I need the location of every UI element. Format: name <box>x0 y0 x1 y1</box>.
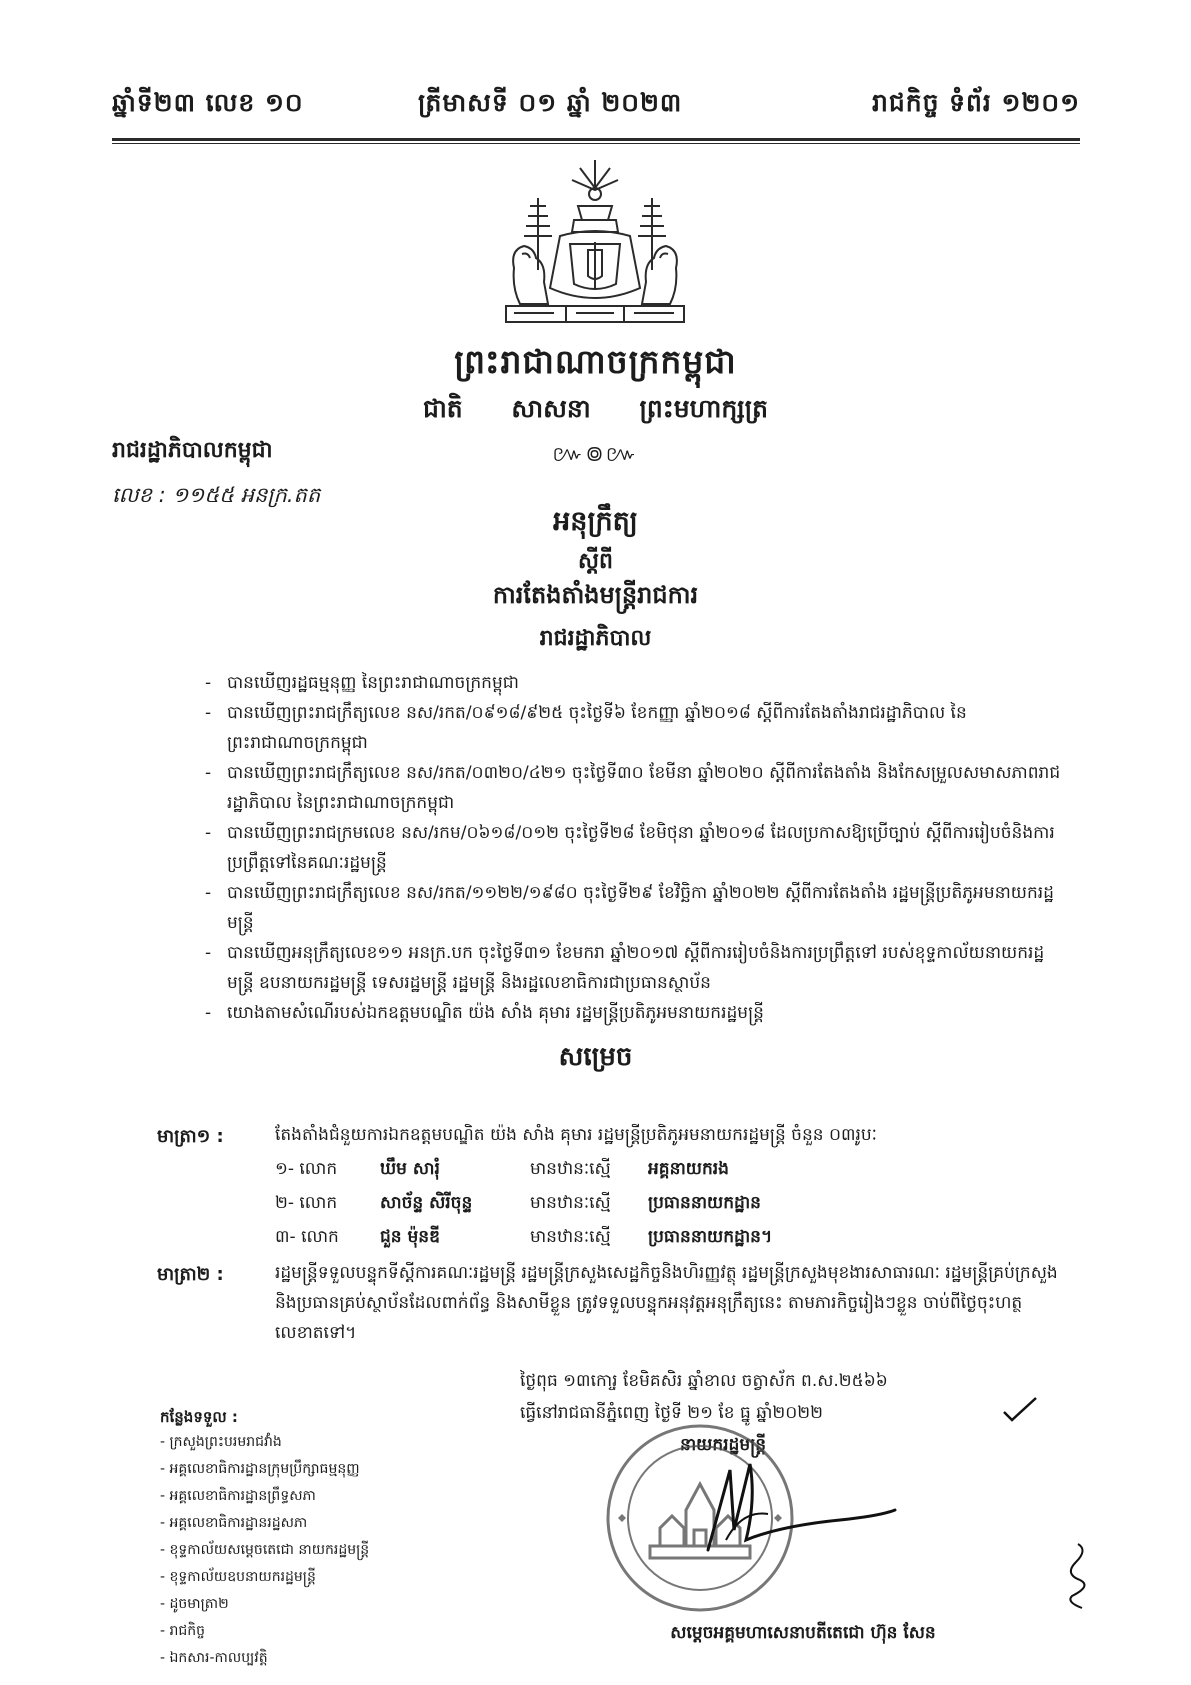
header-page: រាជកិច្ច ទំព័រ ១២០១ <box>871 88 1080 117</box>
motto-king: ព្រះមហាក្សត្រ <box>639 394 769 423</box>
handwritten-checkmark <box>1000 1396 1040 1422</box>
visa-text: យោងតាមសំណើរបស់ឯកឧត្តមបណ្ឌិត យ៉ង សាំង គុមារ រដ្ឋមន្ត្រីប្រតិភូអមនាយករដ្ឋមន្ត្រី <box>227 1003 764 1023</box>
recipient-text: - ដូចមាត្រា២ <box>160 1596 229 1612</box>
dash-marker: - <box>205 763 212 783</box>
prime-minister-signature <box>690 1440 900 1580</box>
recipient-item <box>160 1459 360 1480</box>
header-issue: ឆ្នាំទី២៣ លេខ ១០ <box>112 88 304 117</box>
signer-name: សម្តេចអគ្គមហាសេនាបតីតេជោ ហ៊ុន សែន <box>670 1623 936 1643</box>
header-rule-thin <box>112 143 1080 144</box>
recipient-item <box>160 1648 268 1669</box>
appointee-number: ១- លោក <box>275 1159 338 1179</box>
visa-text: បានឃើញអនុក្រឹត្យលេខ១១ អនក្រ.បក ចុះថ្ងៃទី៣១ ខែមករា ឆ្នាំ២០១៧ ស្តីពីការរៀបចំនិងការប្រព្រឹត្តទៅ របស់ខុទ្ទកាល័យនាយករដ្ឋមន្ត្រី ឧបនាយករដ្ឋមន្ត្រី ទេសរដ្ឋមន្ត្រី រដ្ឋមន្ត្រី និងរដ្ឋលេខាធិការជាប្រធានស្ថាប័ន <box>227 943 1045 993</box>
lunar-date: ថ្ងៃពុធ ១៣កោរ្ច ខែមិគសិរ ឆ្នាំខាល ចត្វាស័ក ព.ស.២៥៦៦ <box>520 1371 888 1391</box>
header-quarter: ត្រីមាសទី ០១ ឆ្នាំ ២០២៣ <box>418 88 683 117</box>
recipient-item <box>160 1432 282 1453</box>
dash-marker: - <box>205 823 212 843</box>
article-1-label: មាត្រា១ : <box>157 1126 224 1147</box>
appointee-row <box>275 1192 337 1217</box>
recipient-text: - ខុទ្ទកាល័យឧបនាយករដ្ឋមន្ត្រី <box>160 1569 316 1585</box>
signer-title: នាយករដ្ឋមន្ត្រី <box>680 1435 766 1455</box>
recipient-text: - អគ្គលេខាធិការដ្ឋានក្រុមប្រឹក្សាធម្មនុញ្ញ <box>160 1461 360 1477</box>
visa-item <box>205 878 1065 938</box>
dash-marker: - <box>205 883 212 903</box>
visa-item <box>205 818 1065 878</box>
article-2-label: មាត្រា២ : <box>157 1264 224 1285</box>
visa-text: បានឃើញព្រះរាជក្រឹត្យលេខ នស/រកត/០៣២០/៤២១ ចុះថ្ងៃទី៣០ ខែមីនា ឆ្នាំ២០២០ ស្តីពីការតែងតាំង និងកែសម្រួលសមាសភាពរាជរដ្ឋាភិបាល នៃព្រះរាជាណាចក្រកម្ពុជា <box>227 763 1061 813</box>
handwritten-initials <box>1058 1540 1098 1612</box>
appointee-name: ជួន ម៉ុនឌី <box>380 1227 440 1247</box>
recipient-item <box>160 1621 205 1642</box>
motto-nation: ជាតិ <box>422 394 463 423</box>
recipient-item <box>160 1513 307 1534</box>
recipient-text: - ឯកសារ-កាលប្បវត្តិ <box>160 1650 268 1666</box>
visa-item <box>205 668 1065 698</box>
appointee-name: សាច័ន្ទ សិរីចុន្ទ <box>380 1193 473 1213</box>
place-and-date: ធ្វើនៅរាជធានីភ្នំពេញ ថ្ងៃទី ២១ ខែ ធ្នូ ឆ្នាំ២០២២ <box>520 1403 824 1423</box>
recipient-item <box>160 1567 316 1588</box>
recipient-text: - អគ្គលេខាធិការដ្ឋានរដ្ឋសភា <box>160 1515 308 1531</box>
dash-marker: - <box>205 943 212 963</box>
appointee-position: អគ្គនាយករង <box>648 1159 729 1179</box>
visa-item <box>205 998 1065 1028</box>
recipient-text: - ខុទ្ទកាល័យសម្តេចតេជោ នាយករដ្ឋមន្ត្រី <box>160 1542 370 1558</box>
royal-coat-of-arms-emblem <box>500 158 690 328</box>
document-subject: ការតែងតាំងមន្ត្រីរាជការ <box>492 581 699 609</box>
recipient-text: - អគ្គលេខាធិការដ្ឋានព្រឹទ្ធសភា <box>160 1488 316 1504</box>
visa-text: បានឃើញរដ្ឋធម្មនុញ្ញ នៃព្រះរាជាណាចក្រកម្ពុជា <box>227 673 519 693</box>
visa-text: បានឃើញព្រះរាជក្រឹត្យលេខ នស/រកត/១១២២/១៩៨០ ចុះថ្ងៃទី២៩ ខែវិច្ឆិកា ឆ្នាំ២០២២ ស្តីពីការតែងតាំង រដ្ឋមន្ត្រីប្រតិភូអមនាយករដ្ឋមន្ត្រី <box>227 883 1054 933</box>
government-name: រាជរដ្ឋាភិបាលកម្ពុជា <box>112 438 273 463</box>
visa-item <box>205 758 1065 818</box>
appointee-rank: មានឋានៈស្មើ <box>530 1227 611 1247</box>
kingdom-title: ព្រះរាជាណាចក្រកម្ពុជា <box>454 342 737 381</box>
title-on: ស្តីពី <box>578 549 613 574</box>
appointee-number: ៣- លោក <box>275 1227 339 1247</box>
ornament-divider: ៚៙៚ <box>552 442 639 467</box>
appointee-rank: មានឋានៈស្មើ <box>530 1193 611 1213</box>
visa-text: បានឃើញព្រះរាជក្រមលេខ នស/រកម/០៦១៨/០១២ ចុះថ្ងៃទី២៨ ខែមិថុនា ឆ្នាំ២០១៨ ដែលប្រកាសឱ្យប្រើច្បាប់ ស្តីពីការរៀបចំនិងការប្រព្រឹត្តទៅនៃគណៈរដ្ឋមន្ត្រី <box>227 823 1055 873</box>
recipient-item <box>160 1486 316 1507</box>
appointee-position: ប្រធាននាយកដ្ឋាន <box>648 1193 761 1213</box>
article-1-text: តែងតាំងជំនួយការឯកឧត្តមបណ្ឌិត យ៉ង សាំង គុមារ រដ្ឋមន្ត្រីប្រតិភូអមនាយករដ្ឋមន្ត្រី ចំនួន ០៣រូបៈ <box>275 1125 877 1145</box>
recipient-item <box>160 1594 229 1615</box>
recipient-item <box>160 1540 369 1561</box>
header-rule <box>112 138 1080 141</box>
appointee-row <box>275 1226 339 1251</box>
appointee-row <box>275 1158 337 1183</box>
recipient-text: - រាជកិច្ច <box>160 1623 206 1639</box>
appointee-rank: មានឋានៈស្មើ <box>530 1159 611 1179</box>
appointee-name: ឃឹម សារុំ <box>380 1159 440 1179</box>
document-type: អនុក្រឹត្យ <box>553 506 638 537</box>
document-number: លេខ : ១១៥៥ អនក្រ.តត <box>112 483 321 507</box>
appointee-number: ២- លោក <box>275 1193 338 1213</box>
visa-item <box>205 698 1065 758</box>
dash-marker: - <box>205 703 212 723</box>
issuing-authority: រាជរដ្ឋាភិបាល <box>539 626 652 651</box>
dash-marker: - <box>205 1003 212 1023</box>
dash-marker: - <box>205 673 212 693</box>
motto-religion: សាសនា <box>511 394 591 423</box>
recipients-heading: កន្លែងទទួល : <box>160 1408 238 1426</box>
appointee-position: ប្រធាននាយកដ្ឋាន។ <box>648 1227 773 1247</box>
visa-text: បានឃើញព្រះរាជក្រឹត្យលេខ នស/រកត/០៩១៨/៩២៥ ចុះថ្ងៃទី៦ ខែកញ្ញា ឆ្នាំ២០១៨ ស្តីពីការតែងតាំងរាជរដ្ឋាភិបាល នៃព្រះរាជាណាចក្រកម្ពុជា <box>227 703 967 753</box>
recipient-text: - ក្រសួងព្រះបរមរាជវាំង <box>160 1434 282 1450</box>
article-2-text: រដ្ឋមន្ត្រីទទួលបន្ទុកទីស្តីការគណៈរដ្ឋមន្ត្រី រដ្ឋមន្ត្រីក្រសួងសេដ្ឋកិច្ចនិងហិរញ្ញវត្ថុ រដ្ឋមន្ត្រីក្រសួងមុខងារសាធារណៈ រដ្ឋមន្ត្រីគ្រប់ក្រសួងនិងប្រធានគ្រប់ស្ថាប័នដែលពាក់ព័ន្ធ និងសាមីខ្លួន ត្រូវទទួលបន្ទុកអនុវត្តអនុក្រឹត្យនេះ តាមភារកិច្ចរៀងៗខ្លួន ចាប់ពីថ្ងៃចុះហត្ថលេខាតទៅ។ <box>275 1263 1058 1343</box>
national-motto <box>0 394 1191 430</box>
decision-heading: សម្រេច <box>558 1042 633 1072</box>
visa-item <box>205 938 1065 998</box>
